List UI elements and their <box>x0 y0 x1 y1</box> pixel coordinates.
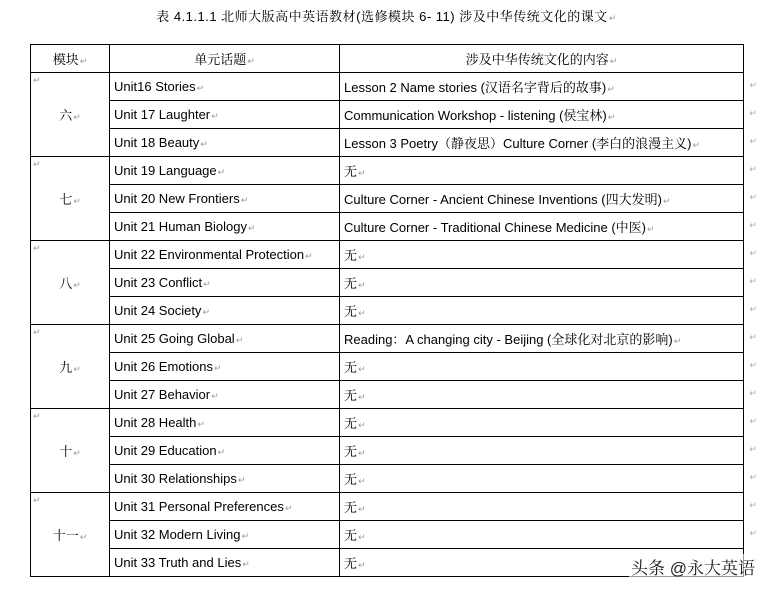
table-row <box>31 185 744 213</box>
unit-cell <box>110 465 340 493</box>
unit-cell <box>110 213 340 241</box>
unit-cell <box>110 297 340 325</box>
content-label: Communication Workshop - listening (侯宝林) ↵ <box>344 108 615 123</box>
content-cell <box>340 437 744 465</box>
unit-cell <box>110 353 340 381</box>
paragraph-mark-icon: ↵ <box>33 243 41 253</box>
unit-label: Unit 30 Relationships ↵ <box>114 471 245 486</box>
table-row <box>31 129 744 157</box>
unit-cell <box>110 437 340 465</box>
table-caption: 表 4.1.1.1 北师大版高中英语教材(选修模块 6- 11) 涉及中华传统文化的课文 ↵ <box>0 6 773 25</box>
module-cell <box>31 409 110 493</box>
module-label: 六 ↵ <box>59 108 81 123</box>
unit-cell <box>110 73 340 101</box>
unit-cell <box>110 493 340 521</box>
content-cell <box>340 493 744 521</box>
content-cell <box>340 269 744 297</box>
header-label: 模块 ↵ <box>53 52 88 67</box>
paragraph-mark-icon: ↵ <box>33 327 41 337</box>
content-cell <box>340 409 744 437</box>
header-label: 涉及中华传统文化的内容 ↵ <box>466 52 618 67</box>
paragraph-mark-icon: ↵ <box>33 495 41 505</box>
unit-label: Unit 31 Personal Preferences ↵ <box>114 499 292 514</box>
table-row <box>31 241 744 269</box>
watermark: 头条 @永大英语 <box>629 554 757 579</box>
table-row <box>31 297 744 325</box>
content-cell <box>340 325 744 353</box>
module-label: 八 ↵ <box>59 276 81 291</box>
module-label: 十一 ↵ <box>53 528 88 543</box>
paragraph-mark-icon: ↵ <box>33 75 41 85</box>
unit-cell <box>110 129 340 157</box>
header-label: 单元话题 ↵ <box>194 52 255 67</box>
unit-cell <box>110 269 340 297</box>
table-row <box>31 381 744 409</box>
content-label: Culture Corner - Traditional Chinese Medicine (中医) ↵ <box>344 220 655 235</box>
content-label: Reading：A changing city - Beijing (全球化对北京的影响) ↵ <box>344 332 681 347</box>
unit-label: Unit 28 Health ↵ <box>114 415 205 430</box>
content-cell <box>340 157 744 185</box>
content-cell <box>340 241 744 269</box>
content-cell <box>340 213 744 241</box>
unit-cell <box>110 185 340 213</box>
unit-label: Unit 20 New Frontiers ↵ <box>114 191 248 206</box>
module-cell <box>31 493 110 577</box>
table-row <box>31 157 744 185</box>
culture-lessons-table <box>30 44 744 577</box>
content-cell <box>340 185 744 213</box>
unit-label: Unit 22 Environmental Protection ↵ <box>114 247 313 262</box>
unit-cell <box>110 409 340 437</box>
table-row <box>31 101 744 129</box>
unit-label: Unit 18 Beauty ↵ <box>114 135 208 150</box>
content-cell <box>340 129 744 157</box>
header-row <box>31 45 744 73</box>
unit-label: Unit 25 Going Global ↵ <box>114 331 243 346</box>
content-label: 无 ↵ <box>344 472 366 487</box>
unit-cell <box>110 241 340 269</box>
module-cell <box>31 73 110 157</box>
unit-label: Unit 33 Truth and Lies ↵ <box>114 555 250 570</box>
content-cell <box>340 465 744 493</box>
unit-cell <box>110 381 340 409</box>
content-cell <box>340 521 744 549</box>
module-label: 十 ↵ <box>59 444 81 459</box>
unit-cell <box>110 101 340 129</box>
unit-cell <box>110 157 340 185</box>
content-label: 无 ↵ <box>344 304 366 319</box>
content-label: 无 ↵ <box>344 388 366 403</box>
content-label: 无 ↵ <box>344 556 366 571</box>
unit-label: Unit 21 Human Biology ↵ <box>114 219 256 234</box>
unit-cell <box>110 325 340 353</box>
unit-label: Unit 26 Emotions ↵ <box>114 359 222 374</box>
content-label: 无 ↵ <box>344 416 366 431</box>
table-row <box>31 465 744 493</box>
content-label: Culture Corner - Ancient Chinese Inventions (四大发明) ↵ <box>344 192 670 207</box>
unit-cell <box>110 549 340 577</box>
unit-label: Unit 29 Education ↵ <box>114 443 225 458</box>
header-content <box>340 45 744 73</box>
content-label: 无 ↵ <box>344 444 366 459</box>
content-cell <box>340 101 744 129</box>
table-row <box>31 213 744 241</box>
unit-label: Unit 19 Language ↵ <box>114 163 225 178</box>
content-label: 无 ↵ <box>344 248 366 263</box>
header-unit-topic <box>110 45 340 73</box>
module-cell <box>31 325 110 409</box>
content-label: 无 ↵ <box>344 360 366 375</box>
unit-label: Unit 17 Laughter ↵ <box>114 107 219 122</box>
table-row <box>31 269 744 297</box>
module-cell <box>31 241 110 325</box>
table-row <box>31 353 744 381</box>
content-label: 无 ↵ <box>344 276 366 291</box>
table-row <box>31 409 744 437</box>
content-label: 无 ↵ <box>344 528 366 543</box>
module-cell <box>31 157 110 241</box>
content-cell <box>340 353 744 381</box>
paragraph-mark-icon: ↵ <box>33 411 41 421</box>
content-cell <box>340 381 744 409</box>
table-row <box>31 437 744 465</box>
table-row <box>31 521 744 549</box>
unit-label: Unit 27 Behavior ↵ <box>114 387 219 402</box>
content-cell <box>340 297 744 325</box>
unit-label: Unit 23 Conflict ↵ <box>114 275 211 290</box>
unit-label: Unit16 Stories ↵ <box>114 79 204 94</box>
unit-cell <box>110 521 340 549</box>
table-row <box>31 325 744 353</box>
content-label: Lesson 3 Poetry（静夜思）Culture Corner (李白的浪漫主义) ↵ <box>344 136 700 151</box>
unit-label: Unit 24 Society ↵ <box>114 303 210 318</box>
table-row <box>31 493 744 521</box>
content-cell <box>340 73 744 101</box>
unit-label: Unit 32 Modern Living ↵ <box>114 527 249 542</box>
content-label: Lesson 2 Name stories (汉语名字背后的故事) ↵ <box>344 80 615 95</box>
module-label: 九 ↵ <box>59 360 81 375</box>
content-label: 无 ↵ <box>344 164 366 179</box>
header-module <box>31 45 110 73</box>
table-row <box>31 73 744 101</box>
content-label: 无 ↵ <box>344 500 366 515</box>
paragraph-mark-icon: ↵ <box>33 159 41 169</box>
module-label: 七 ↵ <box>59 192 81 207</box>
